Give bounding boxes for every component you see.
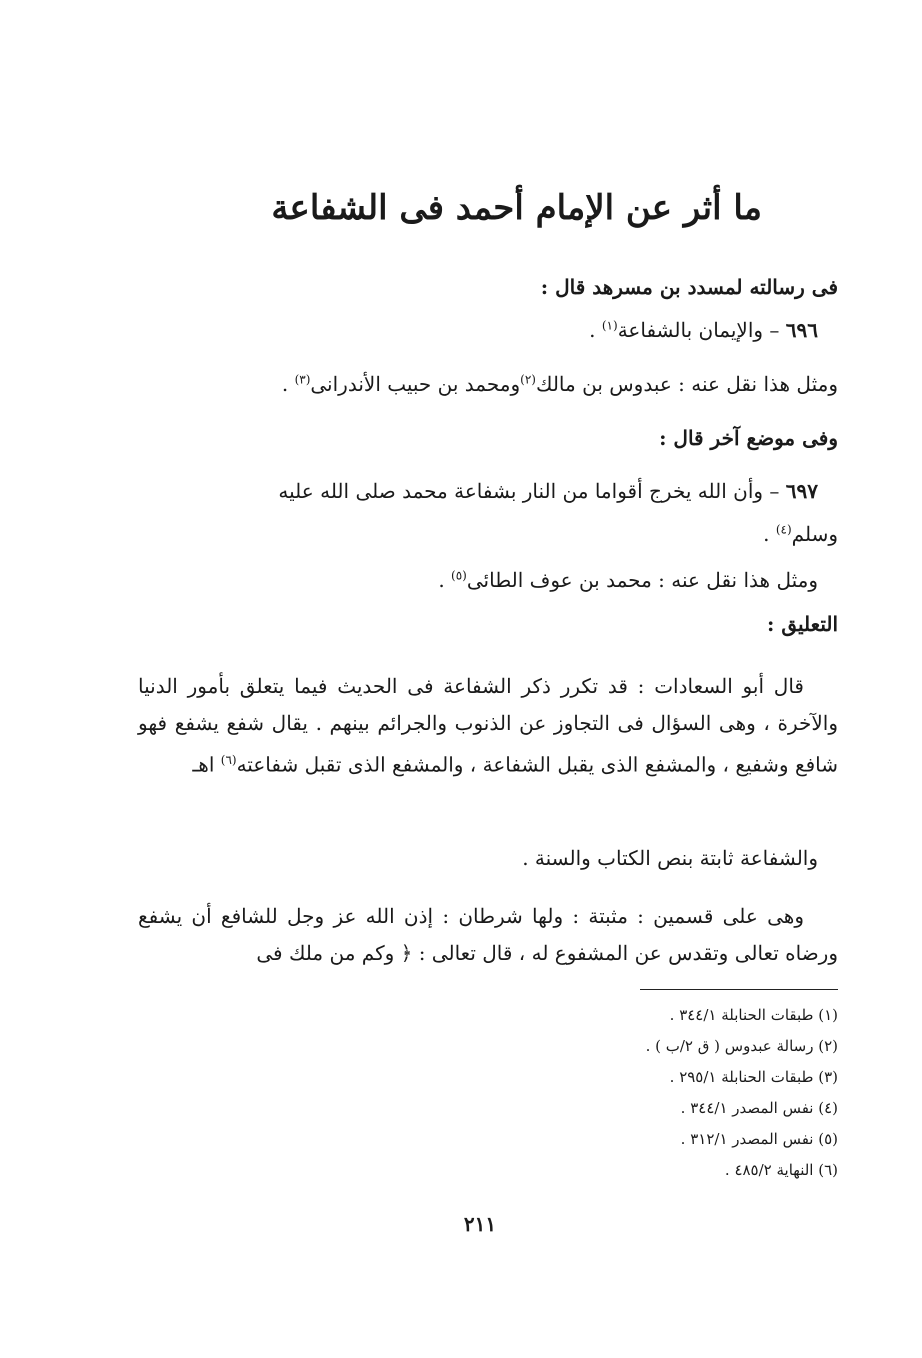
item-697-end: . [763,522,770,546]
similar-2-end: . [438,568,445,592]
footnote-4: (٤) نفس المصدر ٣٤٤/١ . [680,1099,838,1117]
commentary-paragraph-1-text: قال أبو السعادات : قد تكرر ذكر الشفاعة فى الحديث فيما يتعلق بأمور الدنيا والآخرة ، وهى السؤال فى التجاوز عن الذنوب والجرائم بينهم . يقال شفع يشفع فهو شافع وشفيع ، والمشفع الذى يقبل الشفاعة ، والمشفع الذى تقبل شفاعته [138,674,838,777]
footnote-5: (٥) نفس المصدر ٣١٢/١ . [680,1130,838,1148]
footnote-ref-6: (٦) [220,753,237,767]
similar-2-text: ومثل هذا نقل عنه : محمد بن عوف الطائى [466,568,818,592]
footnote-ref-2: (٢) [520,372,536,387]
item-697-number: ٦٩٧ [785,479,818,503]
commentary-paragraph-3: وهى على قسمين : مثبتة : ولها شرطان : إذن الله عز وجل للشافع أن يشفع ورضاه تعالى وتقدس عن المشفوع له ، قال تعالى : ﴿ وكم من ملك فى [138,904,838,965]
similar-transmitters-2 [438,568,818,592]
footnote-3: (٣) طبقات الحنابلة ٢٩٥/١ . [669,1068,838,1086]
item-696-end: . [589,318,596,342]
section1-intro: فى رسالته لمسدد بن مسرهد قال : [540,275,838,299]
section2-intro: وفى موضع آخر قال : [659,426,838,450]
item-697-text: – وأن الله يخرج أقواما من النار بشفاعة محمد صلى الله عليه [278,479,780,503]
chapter-title: ما أثر عن الإمام أحمد فى الشفاعة [271,188,762,228]
similar-1-end: . [281,372,289,396]
footnote-ref-1: (١) [601,318,618,333]
item-697-line2 [763,522,838,546]
similar-1-text-a: ومثل هذا نقل عنه : عبدوس بن مالك [535,372,838,396]
commentary-paragraph-1-end: اهـ [192,752,215,777]
similar-transmitters-1 [282,372,838,396]
item-697-line2-text: وسلم [791,522,838,546]
footnote-ref-5: (٥) [451,568,467,583]
item-696-text: – والإيمان بالشفاعة [617,318,780,342]
page-number: ٢١١ [463,1212,497,1236]
commentary-paragraph-1 [138,668,838,784]
footnote-ref-4: (٤) [775,522,792,537]
item-696 [589,318,818,342]
footnote-6: (٦) النهاية ٤٨٥/٢ . [724,1161,838,1179]
footnote-1: (١) طبقات الحنابلة ٣٤٤/١ . [669,1006,838,1024]
footnote-separator [640,989,838,990]
item-697-line1 [278,479,818,503]
similar-1-text-b: ومحمد بن حبيب الأندرانى [310,372,521,396]
footnote-ref-3: (٣) [294,372,311,387]
footnote-2: (٢) رسالة عبدوس ( ق ٢/ب ) . [645,1037,838,1055]
commentary-paragraph-2: والشفاعة ثابتة بنص الكتاب والسنة . [522,846,818,870]
commentary-heading: التعليق : [766,612,838,636]
item-696-number: ٦٩٦ [785,318,818,342]
